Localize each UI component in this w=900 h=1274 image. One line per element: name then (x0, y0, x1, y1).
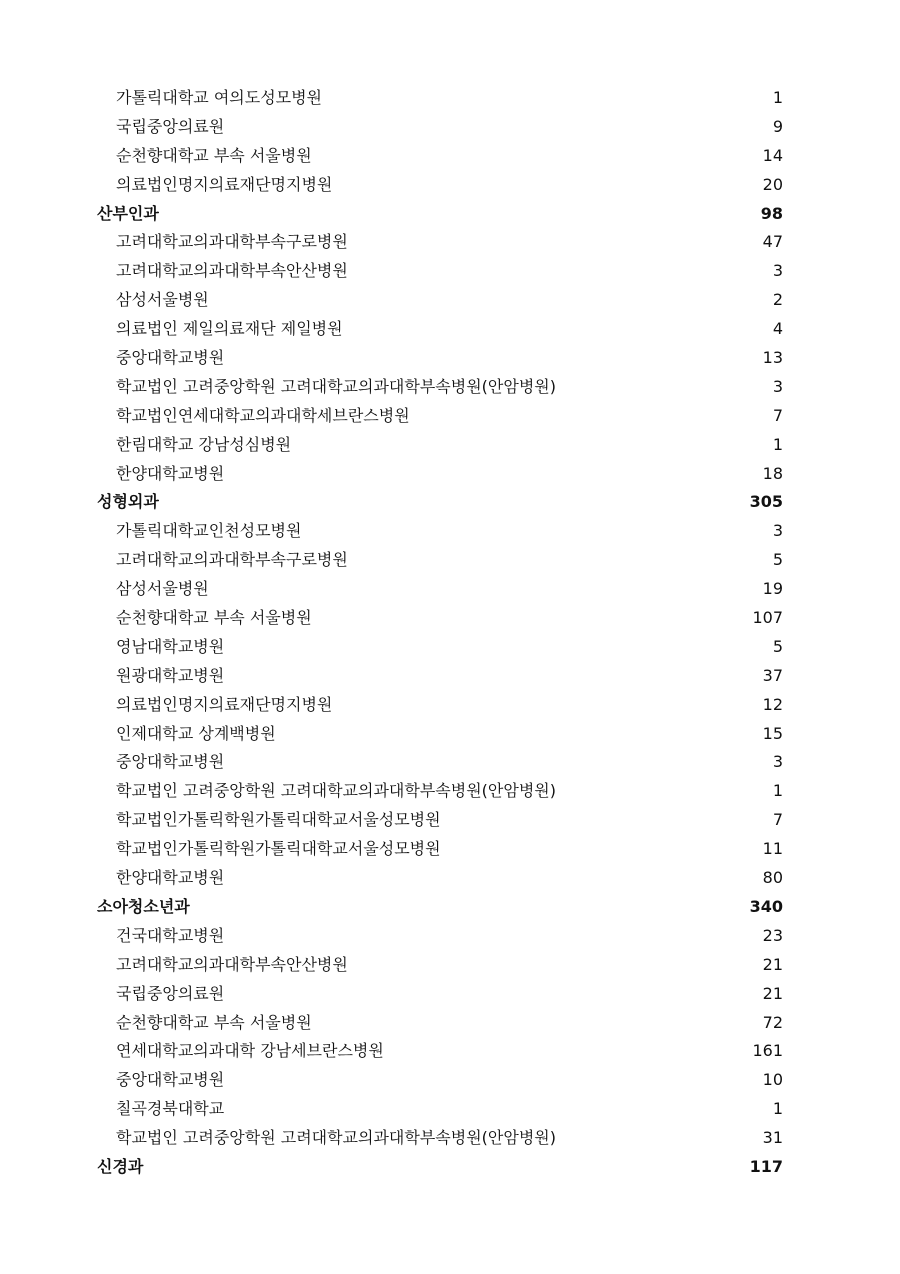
hospital-name: 원광대학교병원 (116, 665, 225, 685)
count-value: 107 (752, 608, 783, 628)
count-value: 80 (762, 868, 783, 888)
table-row (0, 575, 900, 604)
hospital-name: 의료법인명지의료재단명지병원 (116, 174, 333, 194)
department-name: 신경과 (97, 1156, 144, 1176)
hospital-name: 중앙대학교병원 (116, 1070, 225, 1090)
hospital-name: 국립중앙의료원 (116, 983, 225, 1003)
count-value: 3 (772, 261, 783, 281)
hospital-name: 학교법인 고려중앙학원 고려대학교의과대학부속병원(안암병원) (116, 781, 556, 801)
count-value: 15 (762, 723, 783, 743)
department-name: 산부인과 (97, 203, 159, 223)
table-row (0, 951, 900, 980)
hospital-name: 한양대학교병원 (116, 868, 225, 888)
table-row (0, 691, 900, 720)
hospital-name: 고려대학교의과대학부속안산병원 (116, 261, 348, 281)
department-total: 340 (749, 896, 783, 916)
department-total: 98 (760, 203, 783, 223)
table-row (0, 1124, 900, 1153)
count-value: 20 (762, 174, 783, 194)
table-row (0, 431, 900, 460)
count-value: 7 (772, 405, 783, 425)
count-value: 13 (762, 348, 783, 368)
hospital-name: 순천향대학교 부속 서울병원 (116, 1012, 312, 1032)
hospital-name: 학교법인 고려중앙학원 고려대학교의과대학부속병원(안암병원) (116, 1128, 556, 1148)
table-row (0, 373, 900, 402)
table-row (0, 171, 900, 200)
hospital-name: 칠곡경북대학교 (116, 1099, 225, 1119)
hospital-name: 고려대학교의과대학부속구로병원 (116, 550, 348, 570)
hospital-name: 한양대학교병원 (116, 463, 225, 483)
count-value: 4 (772, 319, 783, 339)
count-value: 47 (762, 232, 783, 252)
table-row (0, 1009, 900, 1038)
table-row (0, 402, 900, 431)
hospital-name: 국립중앙의료원 (116, 116, 225, 136)
count-value: 10 (762, 1070, 783, 1090)
hospital-name: 중앙대학교병원 (116, 752, 225, 772)
count-value: 1 (772, 781, 783, 801)
hospital-name: 의료법인 제일의료재단 제일병원 (116, 319, 343, 339)
count-value: 11 (762, 839, 783, 859)
table-row (0, 315, 900, 344)
count-value: 31 (762, 1128, 783, 1148)
department-header (0, 1153, 900, 1182)
table-row (0, 806, 900, 835)
count-value: 5 (772, 636, 783, 656)
count-value: 14 (762, 145, 783, 165)
count-value: 23 (762, 925, 783, 945)
count-value: 21 (762, 954, 783, 974)
table-row (0, 257, 900, 286)
table-row (0, 922, 900, 951)
table-row (0, 228, 900, 257)
department-name: 소아청소년과 (97, 896, 190, 916)
hospital-name: 영남대학교병원 (116, 636, 225, 656)
table-row (0, 633, 900, 662)
count-value: 18 (762, 463, 783, 483)
count-value: 19 (762, 579, 783, 599)
count-value: 2 (772, 290, 783, 310)
hospital-name: 학교법인가톨릭학원가톨릭대학교서울성모병원 (116, 839, 441, 859)
table-row (0, 720, 900, 749)
hospital-name: 가톨릭대학교 여의도성모병원 (116, 88, 323, 107)
hospital-name: 중앙대학교병원 (116, 348, 225, 368)
hospital-name: 연세대학교의과대학 강남세브란스병원 (116, 1041, 384, 1061)
table-row (0, 662, 900, 691)
table-row (0, 460, 900, 489)
department-total: 305 (749, 492, 783, 512)
table-row (0, 980, 900, 1009)
hospital-name: 한림대학교 강남성심병원 (116, 434, 292, 454)
hospital-name: 고려대학교의과대학부속안산병원 (116, 954, 348, 974)
table-row (0, 517, 900, 546)
hospital-name: 가톨릭대학교인천성모병원 (116, 521, 302, 541)
table-row (0, 835, 900, 864)
department-header (0, 488, 900, 517)
table-row (0, 1066, 900, 1095)
hospital-count-table (0, 84, 900, 1182)
hospital-name: 순천향대학교 부속 서울병원 (116, 608, 312, 628)
table-row (0, 748, 900, 777)
hospital-name: 학교법인가톨릭학원가톨릭대학교서울성모병원 (116, 810, 441, 830)
table-row (0, 864, 900, 893)
count-value: 161 (752, 1041, 783, 1061)
department-header (0, 893, 900, 922)
table-row (0, 113, 900, 142)
table-row (0, 84, 900, 113)
hospital-name: 고려대학교의과대학부속구로병원 (116, 232, 348, 252)
table-row (0, 777, 900, 806)
count-value: 1 (772, 1099, 783, 1119)
hospital-name: 학교법인연세대학교의과대학세브란스병원 (116, 405, 410, 425)
table-row (0, 344, 900, 373)
count-value: 3 (772, 521, 783, 541)
count-value: 3 (772, 752, 783, 772)
hospital-name: 인제대학교 상계백병원 (116, 723, 276, 743)
table-row (0, 286, 900, 315)
hospital-name: 의료법인명지의료재단명지병원 (116, 694, 333, 714)
count-value: 5 (772, 550, 783, 570)
table-row (0, 1037, 900, 1066)
count-value: 1 (772, 434, 783, 454)
table-row (0, 142, 900, 171)
hospital-name: 건국대학교병원 (116, 925, 225, 945)
table-row (0, 1095, 900, 1124)
table-row (0, 604, 900, 633)
count-value: 1 (772, 88, 783, 107)
hospital-name: 학교법인 고려중앙학원 고려대학교의과대학부속병원(안암병원) (116, 376, 556, 396)
count-value: 7 (772, 810, 783, 830)
count-value: 72 (762, 1012, 783, 1032)
hospital-name: 삼성서울병원 (116, 579, 209, 599)
count-value: 9 (772, 116, 783, 136)
count-value: 37 (762, 665, 783, 685)
count-value: 3 (772, 376, 783, 396)
department-name: 성형외과 (97, 492, 159, 512)
department-header (0, 200, 900, 229)
hospital-name: 순천향대학교 부속 서울병원 (116, 145, 312, 165)
hospital-name: 삼성서울병원 (116, 290, 209, 310)
count-value: 12 (762, 694, 783, 714)
table-row (0, 546, 900, 575)
count-value: 21 (762, 983, 783, 1003)
department-total: 117 (749, 1156, 783, 1176)
